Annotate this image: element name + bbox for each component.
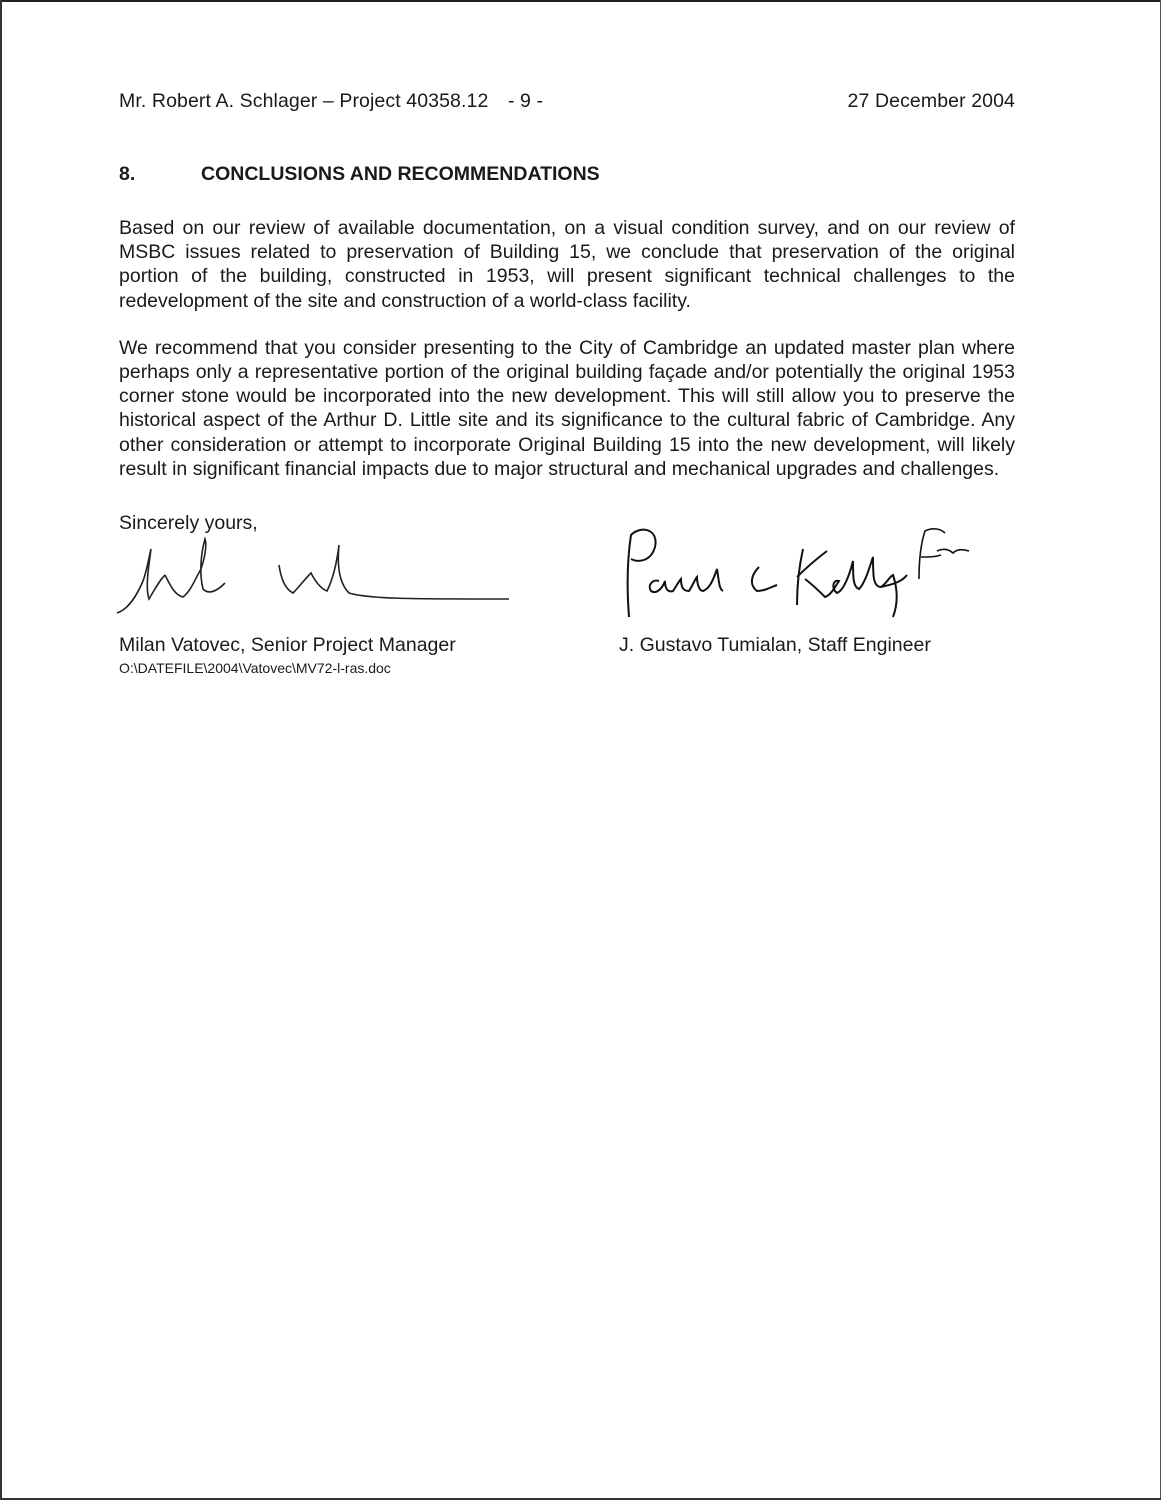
scan-edge-top bbox=[0, 0, 1161, 2]
signature-area bbox=[119, 535, 1015, 690]
letter-header bbox=[119, 90, 1015, 113]
handwritten-signature-left bbox=[109, 535, 529, 625]
section-number: 8. bbox=[119, 163, 136, 185]
body-paragraph-1: Based on our review of available documentation, on a visual condition survey, and on our review of MSBC issues related to preservation of Building 15, we conclude that preservation of the original portion of the building, constructed in 1953, will present significant technical challenges to the redevelopment of the site and construction of a world-class facility. bbox=[119, 217, 1015, 312]
signer-right-name-title: J. Gustavo Tumialan, Staff Engineer bbox=[619, 634, 931, 657]
file-path: O:\DATEFILE\2004\Vatovec\MV72-l-ras.doc bbox=[119, 660, 391, 677]
header-left bbox=[119, 90, 557, 113]
header-page-number: - 9 - bbox=[507, 90, 544, 112]
scan-edge-left bbox=[0, 0, 2, 1500]
letter-page bbox=[119, 90, 1015, 690]
body-paragraph-2: We recommend that you consider presenting to the City of Cambridge an updated master plan where perhaps only a representative portion of the original building façade and/or potentially the original 1953 corner stone would be incorporated into the new development. This will still allow you to preserve the historical aspect of the Arthur D. Little site and its significance to the cultural fabric of Cambridge. Any other consideration or attempt to incorporate Original Building 15 into the new development, will likely result in significant financial impacts due to major structural and mechanical upgrades and challenges. bbox=[119, 336, 1015, 480]
section-heading bbox=[119, 163, 1015, 186]
section-title: CONCLUSIONS AND RECOMMENDATIONS bbox=[201, 163, 600, 185]
closing-salutation: Sincerely yours, bbox=[119, 512, 258, 535]
handwritten-signature-right bbox=[619, 521, 1019, 621]
header-date: 27 December 2004 bbox=[847, 90, 1015, 112]
signer-left-name-title: Milan Vatovec, Senior Project Manager bbox=[119, 634, 456, 657]
header-recipient-project: Mr. Robert A. Schlager – Project 40358.12 bbox=[119, 90, 489, 112]
